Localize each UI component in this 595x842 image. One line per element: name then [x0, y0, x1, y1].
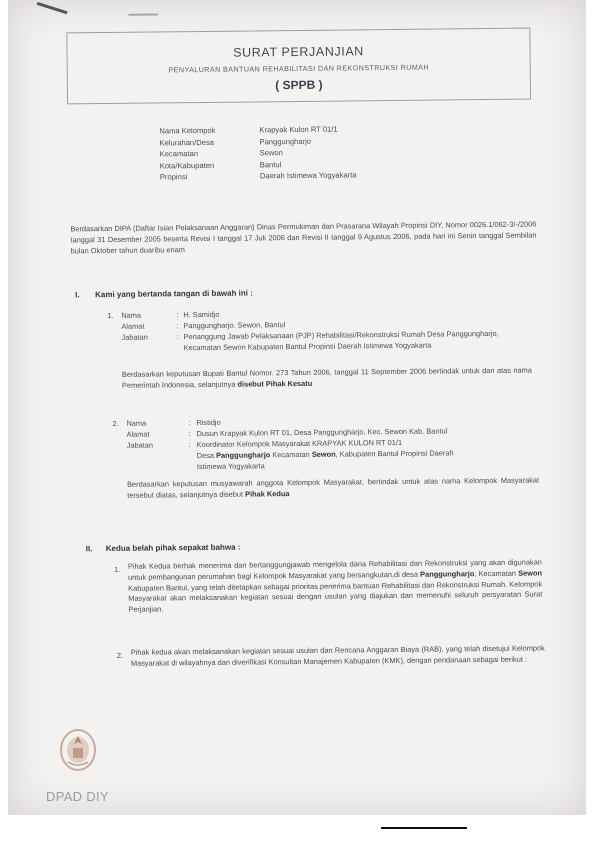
section-title: Kedua belah pihak sepakat bahwa : — [105, 542, 241, 554]
scan-smudge — [128, 13, 158, 15]
party1-name: H. Samidjo — [183, 309, 220, 320]
section-heading — [86, 543, 241, 554]
identity-value: Daerah Istimewa Yogyakarta — [259, 170, 357, 181]
agreement-item-1 — [128, 557, 543, 615]
party2-address: Dusun Krapyak Kulon RT 01, Desa Panggungharjo, Kec. Sewon Kab. Bantul — [196, 426, 448, 439]
item-number: 2. — [116, 650, 124, 660]
footer-rule — [381, 827, 467, 829]
section-number: II. — [85, 544, 93, 554]
intro-paragraph: Berdasarkan DIPA (Daftar Isian Pelaksanaan Anggaran) Dinas Permukiman dan Prasarana Wilayah Propinsi DIY, Nomor 0026.1/062-3/-/2006 tanggal 31 Desember 2005 beserta Revisi I tanggal 17 Juli 2006 dan Revisi II tanggal 9 Agustus 2006, pada hari ini Senin tanggal Sembilan bulan Oktober tahun duaribu enam — [70, 219, 537, 255]
section-title: Kami yang bertanda tangan di bawah ini : — [95, 288, 253, 300]
party-label-position: Jabatan — [126, 440, 154, 450]
colon: : — [176, 332, 179, 342]
party2-position-line1: Koordinator Kelompok Masyarakat KRAPYAK KULON RT 01/1 — [196, 437, 403, 450]
identity-value: Bantul — [259, 159, 282, 170]
party-number: 2. — [112, 418, 119, 428]
document-page — [8, 0, 586, 815]
party1-basis-text: Berdasarkan keputusan Bupati Bantul Nomor. 273 Tahun 2006, tanggal 11 September 2006 bertindak untuk dan atas nama Pemerintah Indonesia, selanjutnya — [121, 365, 532, 390]
text-fragment: , Kabupaten Bantul Propinsi Daerah — [335, 448, 454, 459]
party1-designation: disebut Pihak Kesatu — [237, 378, 313, 389]
watermark: DPAD DIY — [46, 789, 109, 804]
party2-basis — [127, 475, 539, 501]
identity-block — [159, 122, 490, 191]
title-box — [66, 28, 531, 105]
text-fragment: Pihak Kedua berhak menerima dan bertanggungjawab mengelola dana Rehabilitasi dan Rekonstruksi yang akan digunakan untuk pembangunan perumahan bagi Kelompok Masyarakat yang bersangkutan,di desa — [127, 557, 542, 582]
colon: : — [176, 321, 179, 331]
party-label-name: Nama — [121, 310, 142, 320]
section-number: I. — [75, 290, 80, 300]
text-fragment: , Kecamatan — [474, 568, 517, 578]
identity-key: Nama Kelompok — [159, 125, 216, 136]
party2-position-line3: Istimewa Yogyakarta — [196, 461, 265, 472]
district-name: Sewon — [518, 568, 543, 578]
province-seal-logo — [58, 728, 98, 772]
colon: : — [188, 440, 191, 450]
document-subtitle: PENYALURAN BANTUAN REHABILITASI DAN REKONSTRUKSI RUMAH — [168, 62, 430, 75]
identity-key: Kecamatan — [159, 149, 199, 159]
agreement-item-2: Pihak kedua akan melaksanakan kegiatan sesuai usulan dan Rencana Anggaran Biaya (RAB), yang telah disetujui Kelompok Masyarakat di wilayahnya dan diverifikasi Konsultan Manajemen Kabupaten (KMK), dengan pendanaan sebagai berikut : — [130, 643, 545, 668]
text-fragment: Kabupaten Bantul, yang telah ditetapkan sebagai prioritas penerima bantuan Rehabilitasi dan Rekonstruksi Rumah. Kelompok Masyarakat akan melaksanakan kegiatan sesuai dengan usulan yang diajukan dan memenuhi seluruh persyaratan Surat Perjanjian. — [128, 579, 543, 614]
item-number: 1. — [113, 564, 121, 574]
section-heading — [75, 288, 253, 299]
village-name: Panggungharjo — [420, 568, 475, 579]
identity-value: Panggungharjo — [259, 136, 312, 146]
party-label-position: Jabatan — [121, 332, 148, 342]
party2-designation: Pihak Kedua — [245, 488, 290, 499]
party-label-address: Alamat — [126, 429, 150, 439]
party1-position: Penanggung Jawab Pelaksanaan (PJP) Rehabilitasi/Rekonstruksi Rumah Desa Panggungharjo, Kecamatan Sewon Kabupaten Bantul Propinsi Daerah Istimewa Yogyakarta — [183, 328, 499, 352]
text-fragment: Kecamatan — [272, 449, 310, 460]
colon: : — [188, 429, 191, 439]
identity-key: Propinsi — [159, 172, 188, 182]
village-name: Panggungharjo — [216, 450, 271, 460]
party2-basis-text: Berdasarkan keputusan musyawarah anggota Kelompok Masyarakat, bertindak untuk atas nama Kelompok Masyarakat tersebut diatas, selanjutnya disebut — [127, 475, 540, 500]
party1-basis — [122, 366, 532, 392]
party-label-name: Nama — [126, 418, 147, 428]
party-number: 1. — [107, 310, 114, 321]
identity-key: Kelurahan/Desa — [159, 137, 214, 148]
scanned-document — [8, 0, 586, 815]
identity-value: Krapyak Kulon RT 01/1 — [259, 124, 338, 135]
colon: : — [188, 418, 191, 428]
party-label-address: Alamat — [121, 321, 145, 331]
text-fragment: Desa — [196, 450, 215, 461]
scan-smudge — [36, 2, 67, 14]
identity-value: Sewon — [259, 148, 283, 158]
document-title: SURAT PERJANJIAN — [233, 44, 364, 60]
district-name: Sewon — [311, 449, 336, 459]
party2-name: Ristidjo — [196, 417, 221, 428]
identity-key: Kota/Kabupaten — [159, 160, 215, 171]
colon: : — [176, 310, 179, 320]
document-code: ( SPPB ) — [275, 77, 323, 93]
party1-address: Panggungharjo. Sewon, Bantul — [183, 320, 286, 331]
